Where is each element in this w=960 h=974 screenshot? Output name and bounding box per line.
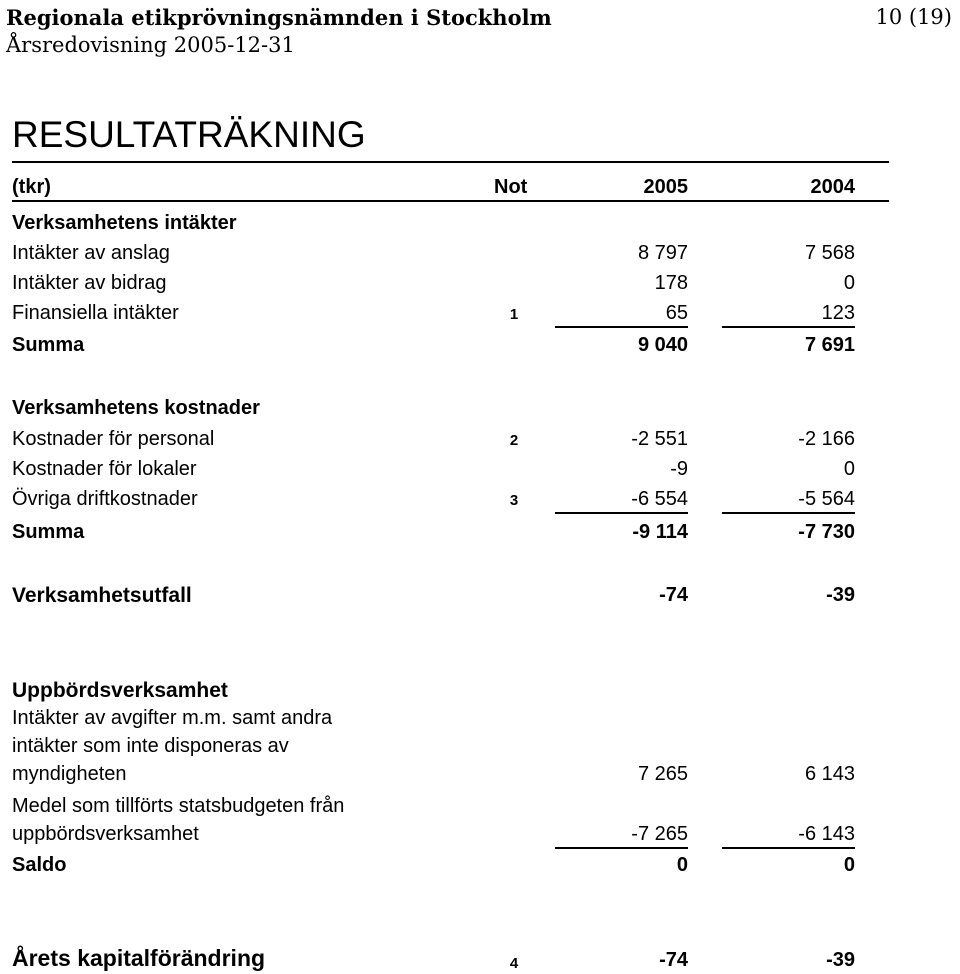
total-2004: 0 — [843, 854, 855, 876]
subtotal-rule-2005 — [555, 326, 688, 328]
subtotal-rule-2004 — [722, 326, 855, 328]
subtotal-rule-2005 — [555, 512, 688, 514]
capital-change-2004: -39 — [826, 949, 855, 971]
value-2004: 0 — [843, 272, 855, 294]
title-rule — [12, 161, 889, 163]
value-2005: 8 797 — [637, 242, 688, 264]
subtotal-rule-2004 — [722, 847, 855, 849]
note-reference: 3 — [509, 492, 519, 509]
subtotal-rule-2005 — [555, 847, 688, 849]
page-title: RESULTATRÄKNING — [12, 114, 366, 155]
revenue-heading: Verksamhetens intäkter — [12, 212, 237, 234]
row-label: Finansiella intäkter — [12, 302, 179, 324]
subtotal-rule-2004 — [722, 512, 855, 514]
row-label-line: intäkter som inte disponeras av — [12, 735, 289, 757]
row-label: Intäkter av bidrag — [12, 272, 167, 294]
row-label-line: Intäkter av avgifter m.m. samt andra — [12, 707, 333, 729]
value-2005: 7 265 — [637, 763, 688, 785]
unit-header: (tkr) — [12, 176, 51, 198]
organization-name: Regionala etikprövningsnämnden i Stockholm — [6, 5, 552, 30]
note-header: Not — [494, 176, 528, 198]
page-number: 10 (19) — [875, 5, 952, 29]
total-label: Saldo — [12, 854, 67, 876]
row-label: Intäkter av anslag — [12, 242, 170, 264]
capital-change-label: Årets kapitalförändring — [12, 945, 266, 971]
row-label-line: uppbördsverksamhet — [12, 823, 199, 845]
outcome-label: Verksamhetsutfall — [12, 584, 192, 607]
value-2005: -2 551 — [631, 428, 688, 450]
row-label: Kostnader för personal — [12, 428, 215, 450]
costs-heading: Verksamhetens kostnader — [12, 397, 260, 419]
value-2005: -7 265 — [631, 823, 688, 845]
value-2004: 123 — [821, 302, 855, 324]
total-2004: -7 730 — [798, 521, 855, 543]
row-label-line: myndigheten — [12, 763, 127, 785]
value-2005: 65 — [665, 302, 688, 324]
value-2004: 0 — [843, 458, 855, 480]
value-2005: -6 554 — [631, 488, 688, 510]
row-label: Kostnader för lokaler — [12, 458, 197, 480]
header-rule — [12, 200, 889, 202]
total-2005: 0 — [676, 854, 688, 876]
value-2005: -9 — [670, 458, 688, 480]
value-2004: 6 143 — [804, 763, 855, 785]
total-2005: -9 114 — [632, 521, 688, 543]
note-reference: 1 — [509, 306, 519, 323]
total-2005: 9 040 — [637, 334, 688, 356]
note-reference: 4 — [509, 955, 519, 972]
value-2004: 7 568 — [804, 242, 855, 264]
capital-change-2005: -74 — [659, 949, 688, 971]
outcome-2004: -39 — [826, 584, 855, 606]
value-2004: -2 166 — [798, 428, 855, 450]
row-label: Övriga driftkostnader — [12, 488, 198, 510]
total-2004: 7 691 — [804, 334, 855, 356]
total-label: Summa — [12, 334, 85, 356]
outcome-2005: -74 — [659, 584, 688, 606]
value-2004: -5 564 — [798, 488, 855, 510]
report-date: Årsredovisning 2005-12-31 — [6, 33, 295, 57]
value-2005: 178 — [654, 272, 688, 294]
collection-heading: Uppbördsverksamhet — [12, 679, 228, 702]
value-2004: -6 143 — [798, 823, 855, 845]
year-2004-header: 2004 — [810, 176, 855, 198]
total-label: Summa — [12, 521, 85, 543]
row-label-line: Medel som tillförts statsbudgeten från — [12, 795, 345, 817]
year-2005-header: 2005 — [643, 176, 688, 198]
note-reference: 2 — [509, 432, 519, 449]
